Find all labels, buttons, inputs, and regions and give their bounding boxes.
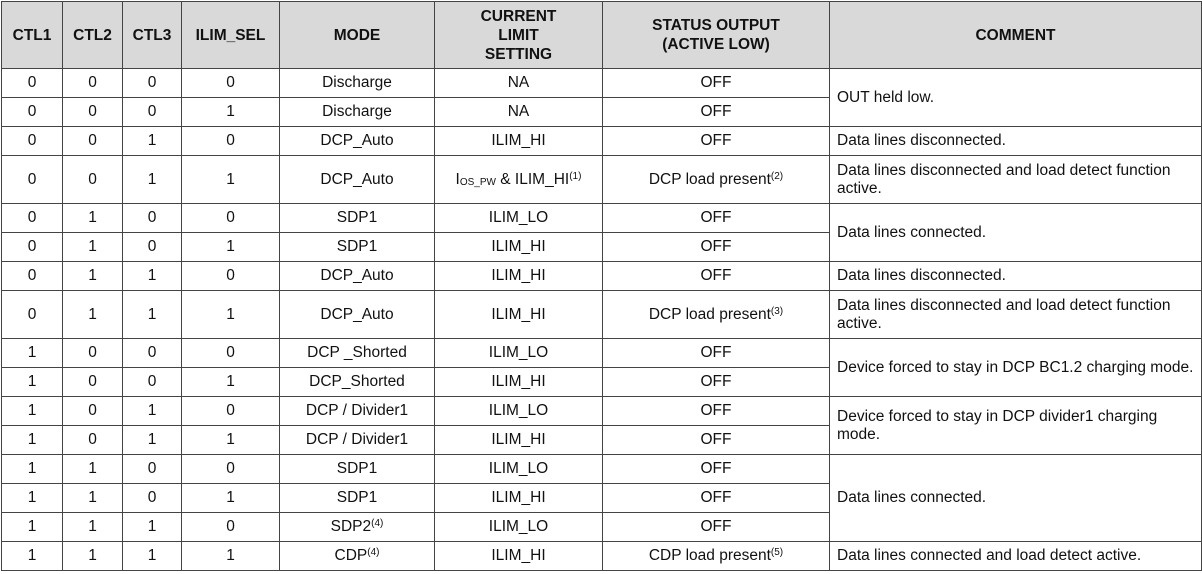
cell-ctl3: 1 [123, 127, 182, 156]
cell-ctl1: 1 [2, 542, 63, 571]
cell-comment: OUT held low. [830, 69, 1202, 127]
cell-current-limit: ILIM_HI [435, 262, 603, 291]
cell-ctl2: 0 [63, 98, 123, 127]
header-row [2, 2, 1202, 69]
cell-current-limit: ILIM_HI [435, 368, 603, 397]
cell-ctl1: 0 [2, 156, 63, 204]
cell-mode: DCP / Divider1 [280, 426, 435, 455]
cell-mode: SDP1 [280, 455, 435, 484]
cell-current-limit: ILIM_HI [435, 127, 603, 156]
cell-current-limit: ILIM_HI [435, 291, 603, 339]
cell-ctl2: 0 [63, 69, 123, 98]
cell-comment: Data lines disconnected and load detect function active. [830, 291, 1202, 339]
cell-mode: SDP1 [280, 233, 435, 262]
cell-comment: Data lines connected. [830, 455, 1202, 542]
table-row [2, 291, 1202, 339]
cell-ctl3: 0 [123, 98, 182, 127]
cell-ctl3: 0 [123, 204, 182, 233]
cell-ilim-sel: 0 [182, 204, 280, 233]
cell-comment: Data lines disconnected and load detect function active. [830, 156, 1202, 204]
cell-ctl1: 0 [2, 233, 63, 262]
cell-ctl1: 1 [2, 455, 63, 484]
cell-ilim-sel: 1 [182, 368, 280, 397]
status-text: CDP load present [648, 547, 771, 564]
cell-ctl2: 1 [63, 542, 123, 571]
cell-current-limit: ILIM_LO [435, 204, 603, 233]
cell-ilim-sel: 1 [182, 484, 280, 513]
cell-status: OFF [603, 513, 830, 542]
cell-ilim-sel: 0 [182, 262, 280, 291]
footnote-ref: (4) [371, 518, 384, 529]
cell-current-limit: ILIM_LO [435, 513, 603, 542]
cell-status: OFF [603, 127, 830, 156]
table-row [2, 204, 1202, 233]
cell-comment: Device forced to stay in DCP BC1.2 charging mode. [830, 339, 1202, 397]
limit-text: & ILIM_HI [495, 170, 570, 188]
cell-comment: Data lines disconnected. [830, 262, 1202, 291]
cell-ilim-sel: 1 [182, 426, 280, 455]
cell-ctl2: 0 [63, 339, 123, 368]
cell-current-limit: ILIM_HI [435, 484, 603, 513]
cell-ctl3: 1 [123, 542, 182, 571]
cell-status: OFF [603, 98, 830, 127]
cell-ctl1: 1 [2, 368, 63, 397]
cell-ilim-sel: 1 [182, 233, 280, 262]
cell-mode: Discharge [280, 69, 435, 98]
cell-mode: DCP_Auto [280, 127, 435, 156]
cell-mode: DCP_Auto [280, 262, 435, 291]
limit-subscript: OS_PW [459, 176, 496, 188]
footnote-ref: (2) [770, 170, 784, 182]
cell-current-limit: ILIM_LO [435, 455, 603, 484]
cell-ilim-sel: 1 [182, 291, 280, 339]
cell-status [603, 156, 830, 204]
cell-ctl3: 1 [123, 156, 182, 204]
cell-ctl1: 0 [2, 262, 63, 291]
cell-ilim-sel: 0 [182, 339, 280, 368]
cell-current-limit: ILIM_HI [435, 426, 603, 455]
cell-mode: DCP_Auto [280, 156, 435, 204]
status-text: DCP load present [648, 170, 771, 188]
status-text: DCP load present [648, 305, 771, 323]
cell-ctl1: 1 [2, 397, 63, 426]
cell-status: OFF [603, 484, 830, 513]
cell-comment: Data lines connected and load detect active. [830, 542, 1202, 571]
cell-ctl3: 0 [123, 368, 182, 397]
cell-ctl2: 0 [63, 156, 123, 204]
cell-mode: DCP_Auto [280, 291, 435, 339]
limit-symbol: I [455, 170, 460, 188]
header-ctl3: CTL3 [123, 2, 182, 69]
table-row [2, 262, 1202, 291]
cell-ctl1: 1 [2, 339, 63, 368]
cell-ctl3: 1 [123, 291, 182, 339]
mode-text: CDP [334, 547, 368, 564]
cell-status: OFF [603, 204, 830, 233]
cell-ctl3: 0 [123, 69, 182, 98]
cell-ctl2: 1 [63, 291, 123, 339]
cell-ctl1: 0 [2, 98, 63, 127]
header-ilim-sel: ILIM_SEL [182, 2, 280, 69]
footnote-ref: (3) [770, 305, 784, 317]
cell-status: OFF [603, 339, 830, 368]
cell-ctl2: 1 [63, 204, 123, 233]
cell-ctl2: 0 [63, 426, 123, 455]
cell-ctl2: 0 [63, 368, 123, 397]
cell-ctl2: 1 [63, 455, 123, 484]
cell-ctl1: 0 [2, 204, 63, 233]
table-row [2, 542, 1202, 571]
cell-mode: DCP_Shorted [280, 368, 435, 397]
cell-ctl1: 1 [2, 484, 63, 513]
cell-current-limit: ILIM_HI [435, 233, 603, 262]
cell-mode: SDP1 [280, 484, 435, 513]
table-row [2, 127, 1202, 156]
cell-ilim-sel: 0 [182, 69, 280, 98]
cell-mode [280, 542, 435, 571]
cell-ilim-sel: 0 [182, 455, 280, 484]
cell-ctl1: 1 [2, 426, 63, 455]
cell-ctl2: 1 [63, 262, 123, 291]
cell-ctl3: 1 [123, 262, 182, 291]
header-ctl2: CTL2 [63, 2, 123, 69]
cell-ctl2: 1 [63, 513, 123, 542]
cell-ctl1: 0 [2, 127, 63, 156]
cell-ctl3: 0 [123, 484, 182, 513]
footnote-ref: (5) [770, 547, 784, 558]
cell-mode [280, 513, 435, 542]
cell-mode: Discharge [280, 98, 435, 127]
header-ctl1: CTL1 [2, 2, 63, 69]
cell-ctl2: 0 [63, 397, 123, 426]
footnote-ref: (1) [569, 170, 582, 182]
cell-status: OFF [603, 397, 830, 426]
cell-comment: Data lines connected. [830, 204, 1202, 262]
cell-ctl1: 1 [2, 513, 63, 542]
cell-ilim-sel: 0 [182, 397, 280, 426]
cell-status [603, 291, 830, 339]
cell-current-limit: ILIM_LO [435, 397, 603, 426]
table-row [2, 69, 1202, 98]
cell-ctl1: 0 [2, 291, 63, 339]
cell-ctl2: 0 [63, 127, 123, 156]
footnote-ref: (4) [367, 547, 380, 558]
cell-status: OFF [603, 262, 830, 291]
mode-text: SDP2 [330, 518, 372, 535]
cell-current-limit: ILIM_LO [435, 339, 603, 368]
ctl-truth-table [1, 1, 1202, 571]
header-mode: MODE [280, 2, 435, 69]
cell-ctl2: 1 [63, 233, 123, 262]
cell-ilim-sel: 1 [182, 156, 280, 204]
cell-status [603, 542, 830, 571]
cell-comment: Data lines disconnected. [830, 127, 1202, 156]
cell-status: OFF [603, 233, 830, 262]
cell-ctl3: 0 [123, 339, 182, 368]
cell-ctl3: 1 [123, 397, 182, 426]
cell-current-limit: ILIM_HI [435, 542, 603, 571]
table-row [2, 455, 1202, 484]
cell-ctl3: 1 [123, 426, 182, 455]
table-row [2, 156, 1202, 204]
cell-status: OFF [603, 368, 830, 397]
cell-mode: DCP / Divider1 [280, 397, 435, 426]
cell-ctl1: 0 [2, 69, 63, 98]
cell-status: OFF [603, 426, 830, 455]
header-status-output: STATUS OUTPUT (ACTIVE LOW) [603, 2, 830, 69]
cell-ilim-sel: 1 [182, 98, 280, 127]
cell-comment: Device forced to stay in DCP divider1 charging mode. [830, 397, 1202, 455]
cell-ctl3: 0 [123, 455, 182, 484]
cell-ilim-sel: 0 [182, 127, 280, 156]
cell-ctl3: 0 [123, 233, 182, 262]
cell-mode: DCP _Shorted [280, 339, 435, 368]
cell-ilim-sel: 0 [182, 513, 280, 542]
table-row [2, 397, 1202, 426]
cell-mode: SDP1 [280, 204, 435, 233]
cell-status: OFF [603, 455, 830, 484]
cell-current-limit: NA [435, 98, 603, 127]
header-current-limit: CURRENT LIMIT SETTING [435, 2, 603, 69]
table-row [2, 339, 1202, 368]
cell-status: OFF [603, 69, 830, 98]
cell-current-limit: NA [435, 69, 603, 98]
cell-ctl2: 1 [63, 484, 123, 513]
cell-current-limit [435, 156, 603, 204]
cell-ctl3: 1 [123, 513, 182, 542]
cell-ilim-sel: 1 [182, 542, 280, 571]
header-comment: COMMENT [830, 2, 1202, 69]
